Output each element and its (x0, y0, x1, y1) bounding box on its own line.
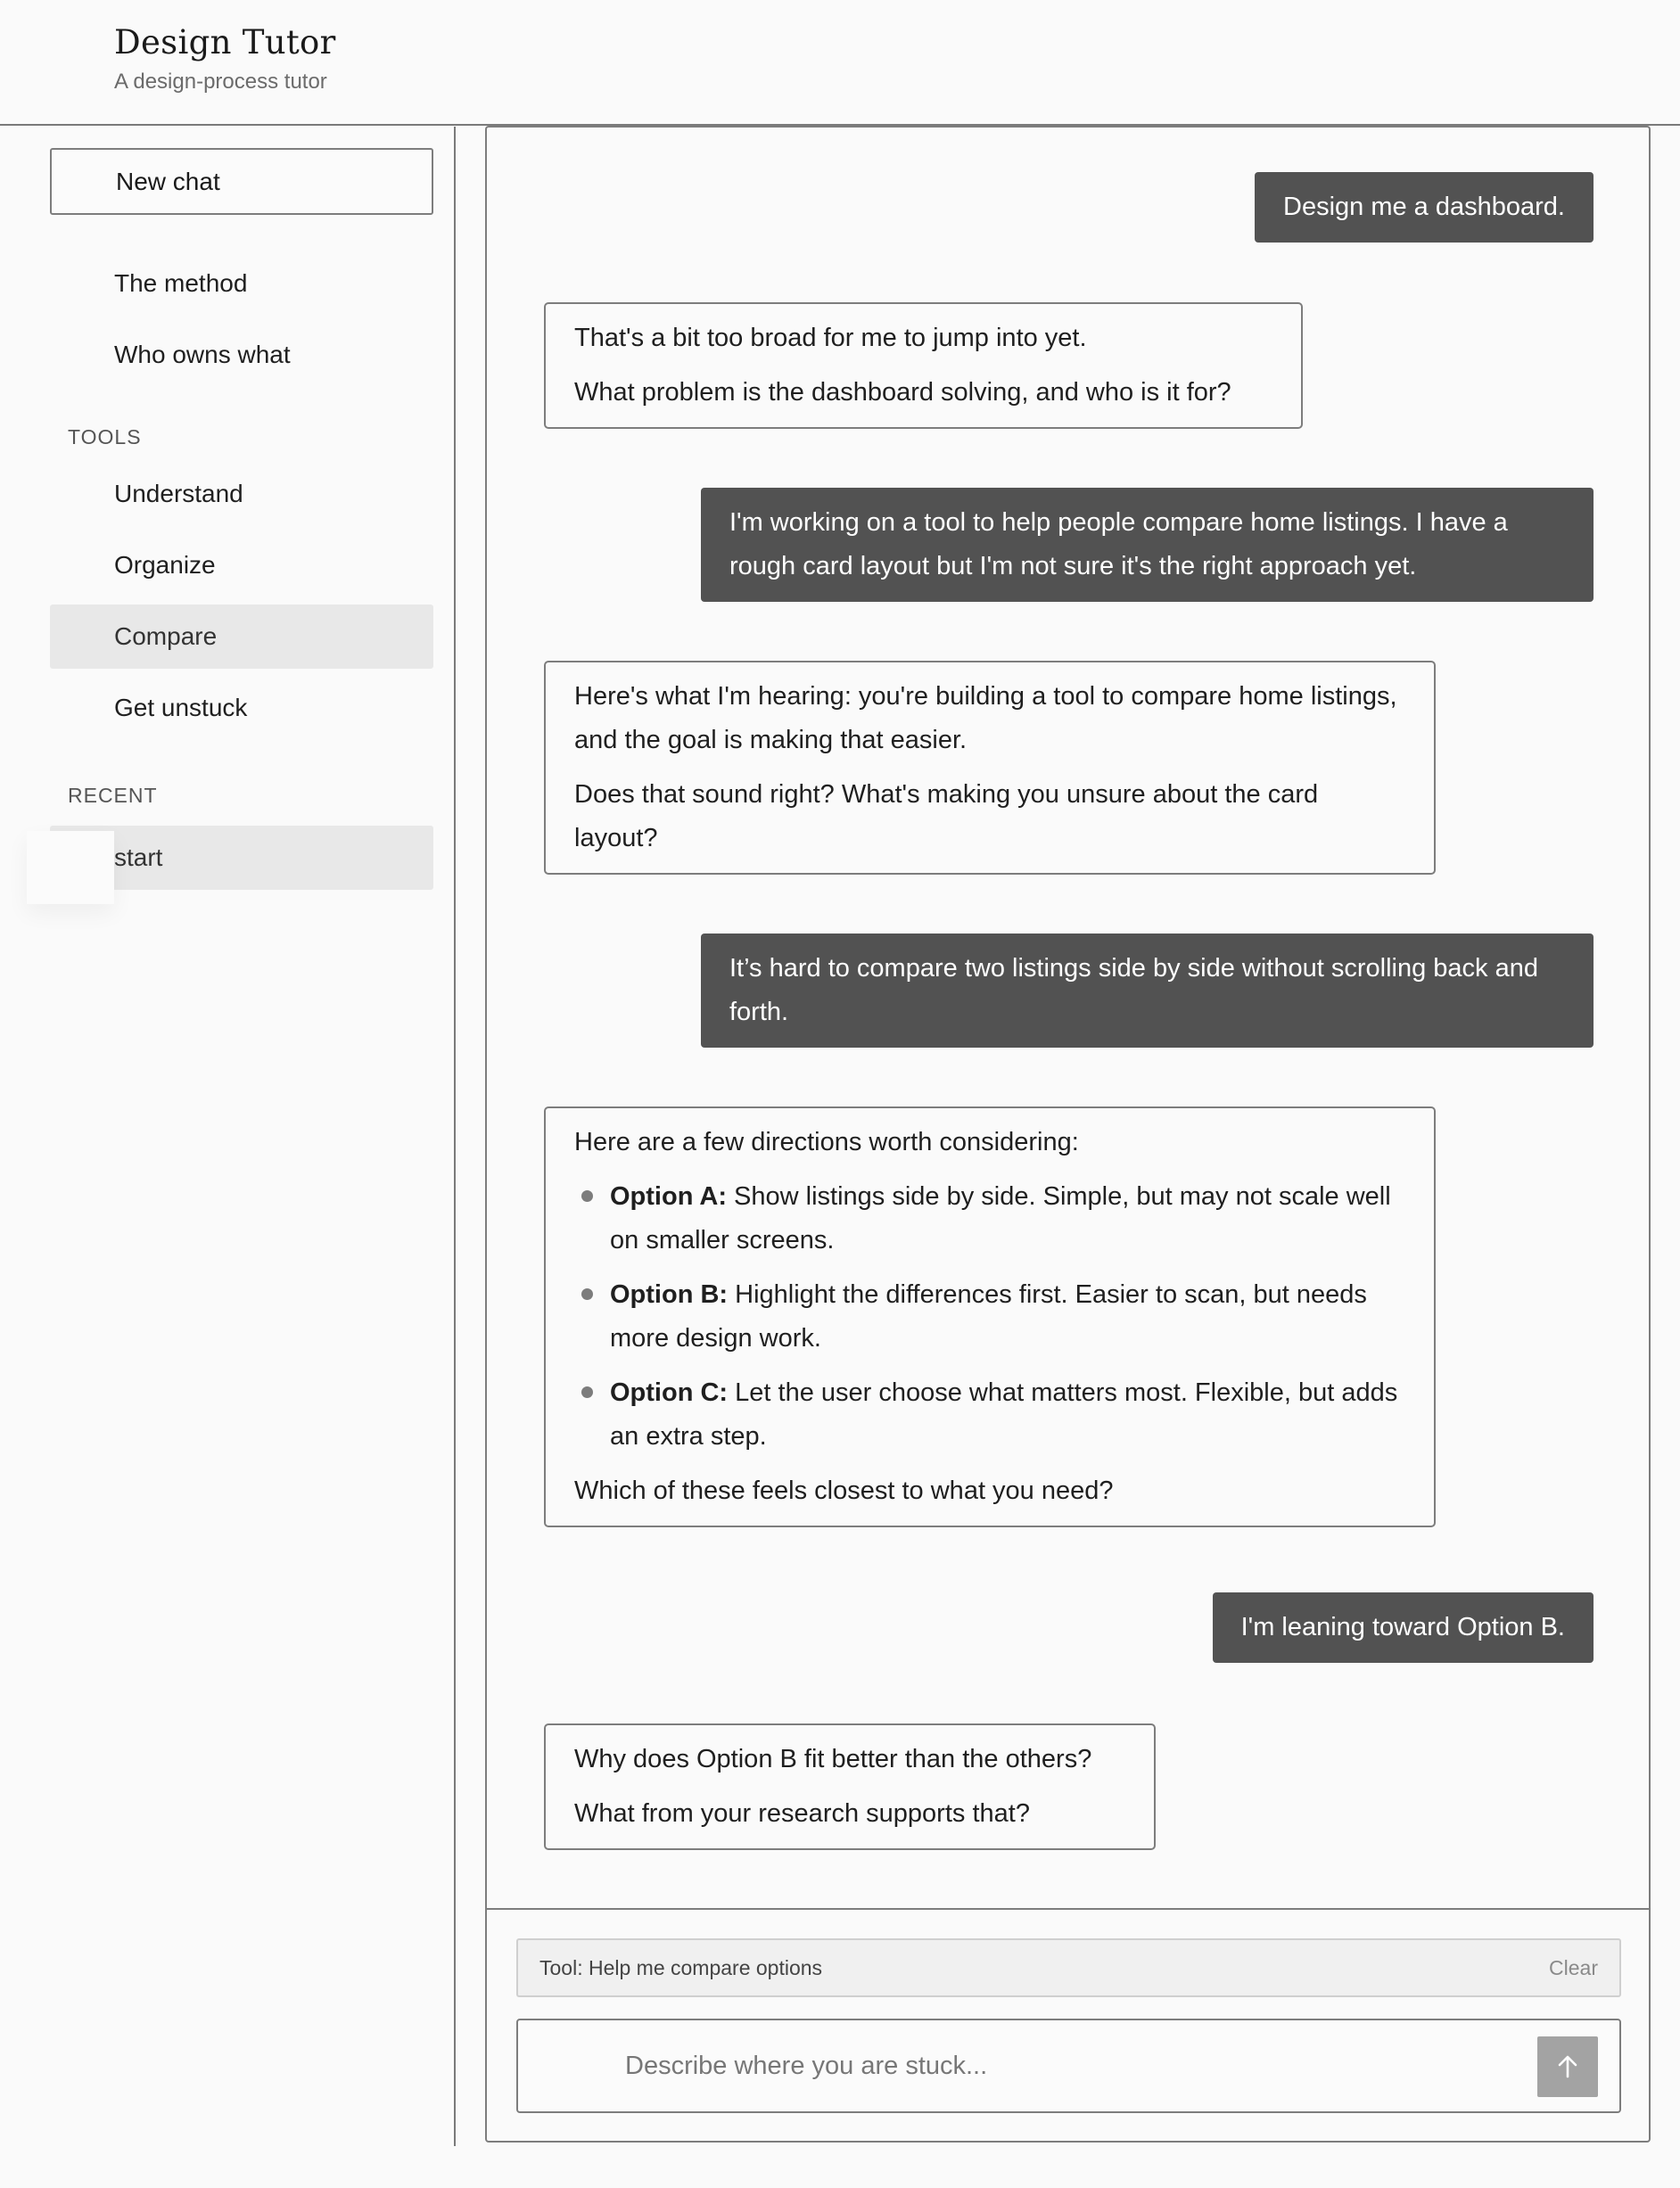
user-message (701, 934, 1594, 1048)
option-text: Show listings side by side. Simple, but may not scale well on smaller screens. (610, 1182, 1391, 1254)
new-chat-button[interactable]: New chat (50, 148, 433, 215)
send-button[interactable] (1537, 2036, 1598, 2097)
user-message (1255, 172, 1594, 243)
option-item (574, 1273, 1405, 1361)
message-text: Design me a dashboard. (1283, 193, 1565, 221)
message-paragraph: What problem is the dashboard solving, and who is it for? (574, 378, 1231, 407)
arrow-up-icon (1556, 2054, 1579, 2079)
recent-heading: RECENT (68, 784, 158, 807)
sidebar-item-get-unstuck[interactable]: Get unstuck (114, 694, 248, 721)
sidebar-item-compare[interactable]: Compare (50, 605, 433, 669)
assistant-message (544, 302, 1303, 429)
option-name: Option B: (610, 1280, 729, 1309)
floating-placeholder-tile (27, 831, 114, 904)
option-name: Option C: (610, 1378, 729, 1407)
active-tool-chip (516, 1938, 1621, 1997)
assistant-message (544, 1723, 1156, 1850)
option-text: Highlight the differences first. Easier to scan, but needs more design work. (610, 1280, 1367, 1353)
sidebar-item-organize[interactable]: Organize (114, 551, 216, 579)
message-paragraph: Why does Option B fit better than the others? (574, 1745, 1092, 1773)
bullet-icon (581, 1288, 593, 1300)
message-text: I'm working on a tool to help people compare home listings. I have a rough card layout but I'm not sure it's the right approach yet. (729, 508, 1508, 580)
chat-panel (485, 126, 1651, 2143)
active-tool-label: Tool: Help me compare options (539, 1956, 823, 1979)
user-message (1213, 1592, 1594, 1663)
message-text: It’s hard to compare two listings side by side without scrolling back and forth. (729, 954, 1538, 1026)
message-paragraph: That's a bit too broad for me to jump into yet. (574, 324, 1087, 352)
app-header (0, 0, 1680, 126)
sidebar-item-the-method[interactable]: The method (114, 269, 248, 297)
option-item (574, 1175, 1405, 1263)
bullet-icon (581, 1190, 593, 1202)
recent-chat-start[interactable]: start (50, 826, 433, 890)
clear-tool-button[interactable]: Clear (1549, 1956, 1598, 1979)
options-list (574, 1175, 1405, 1459)
message-paragraph: Here are a few directions worth considering: (574, 1128, 1079, 1156)
bullet-icon (581, 1386, 593, 1398)
sidebar (0, 127, 456, 2146)
message-text: I'm leaning toward Option B. (1240, 1613, 1565, 1641)
user-message (701, 488, 1594, 602)
message-paragraph: Which of these feels closest to what you need? (574, 1476, 1114, 1505)
message-composer (516, 2019, 1621, 2113)
option-name: Option A: (610, 1182, 727, 1211)
option-item (574, 1371, 1405, 1459)
message-paragraph: Does that sound right? What's making you unsure about the card layout? (574, 780, 1319, 852)
sidebar-item-understand[interactable]: Understand (114, 480, 243, 507)
app-subtitle: A design-process tutor (114, 70, 327, 94)
app-title: Design Tutor (114, 23, 336, 62)
sidebar-item-who-owns-what[interactable]: Who owns what (114, 341, 291, 368)
option-text: Let the user choose what matters most. Flexible, but adds an extra step. (610, 1378, 1398, 1451)
composer-divider (487, 1908, 1649, 1910)
message-paragraph: Here's what I'm hearing: you're building a tool to compare home listings, and the goal is making that easier. (574, 682, 1397, 754)
assistant-message (544, 661, 1436, 875)
tools-heading: TOOLS (68, 425, 142, 448)
message-input[interactable] (625, 2038, 1481, 2093)
message-paragraph: What from your research supports that? (574, 1799, 1030, 1828)
assistant-message (544, 1106, 1436, 1527)
